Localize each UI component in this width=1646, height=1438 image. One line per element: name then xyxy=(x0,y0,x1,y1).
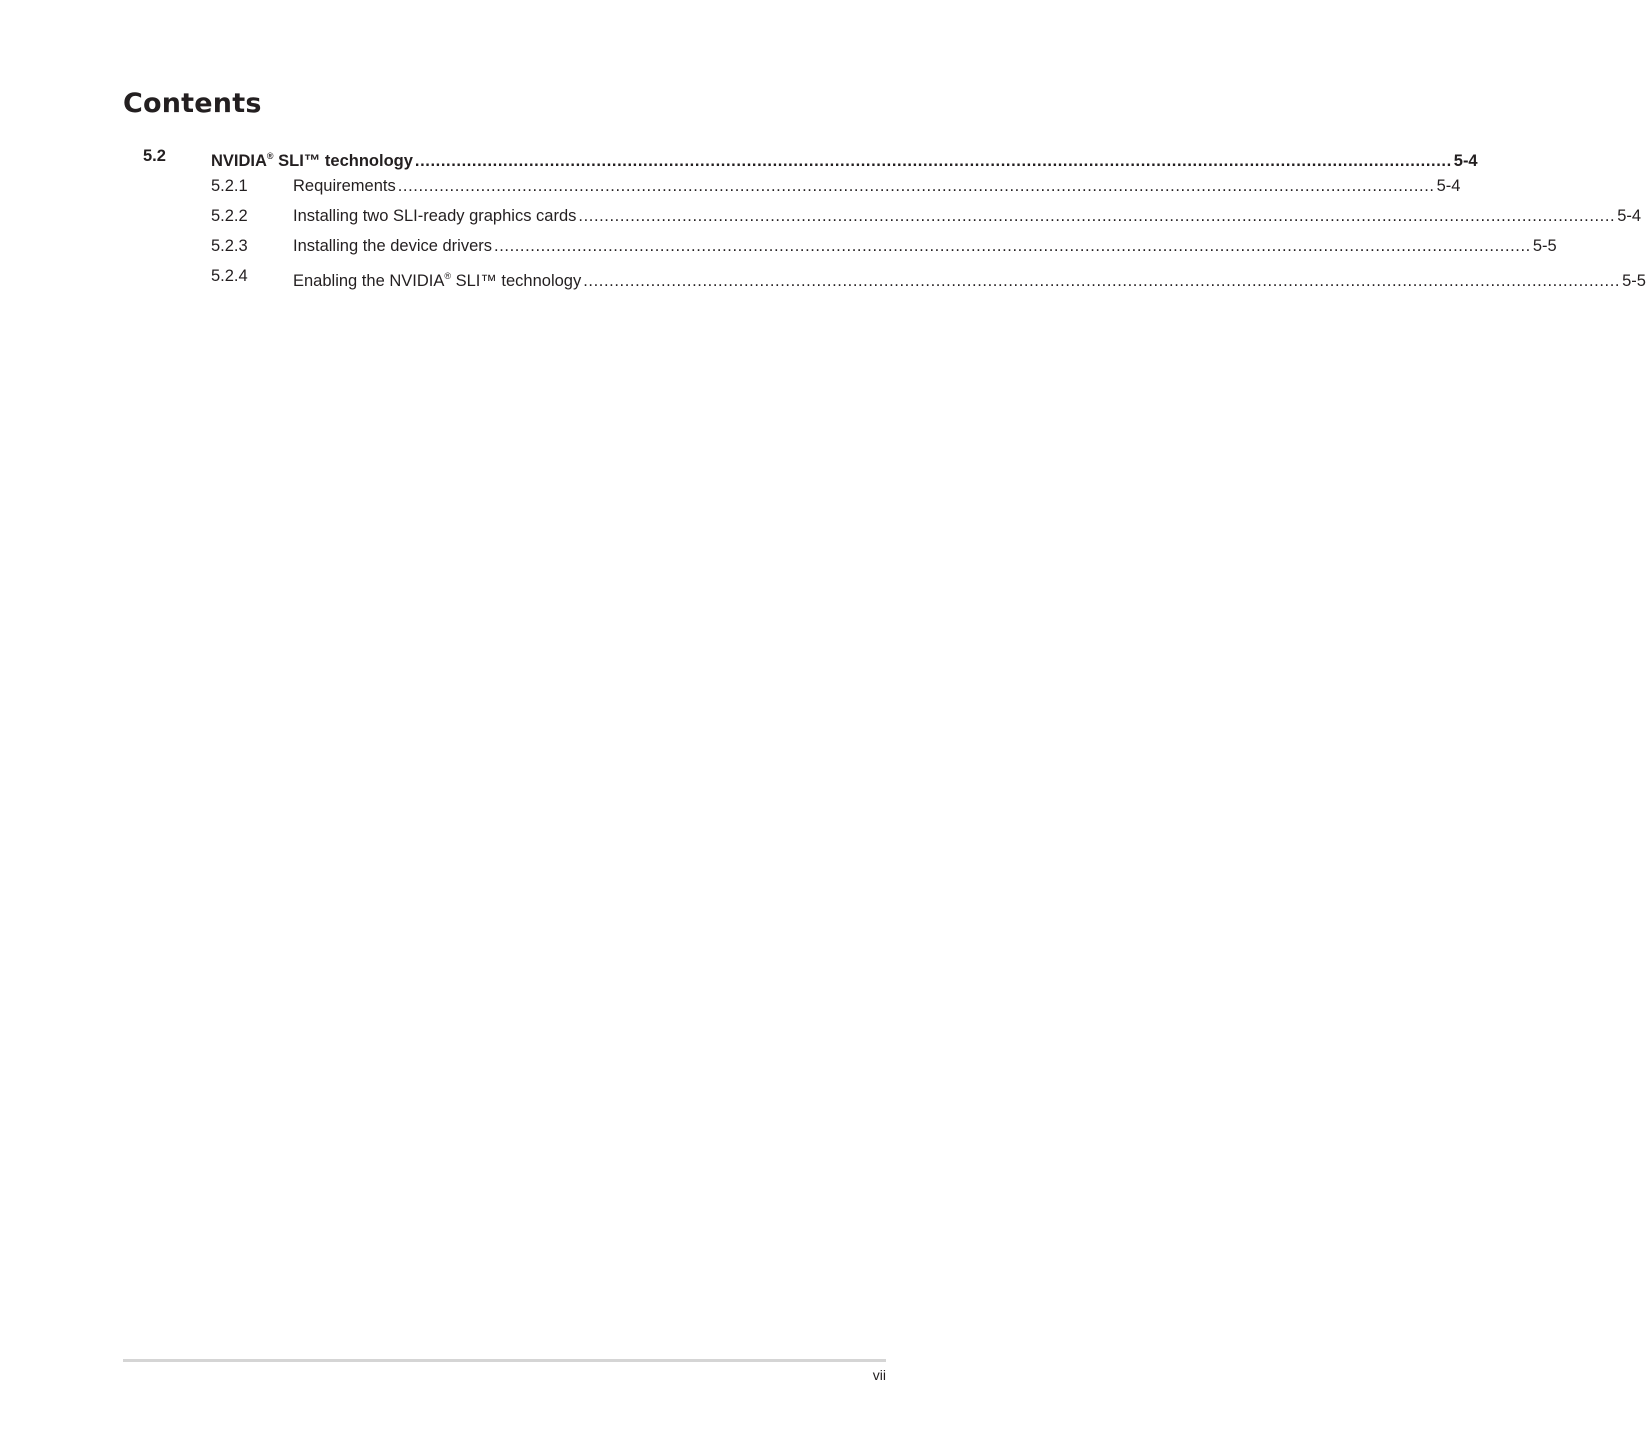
dot-leader: ........................................................................................................................................................................................................ xyxy=(397,177,1435,195)
toc-entry-number: 5.2 xyxy=(143,147,166,165)
dot-leader: ........................................................................................................................................................................................................ xyxy=(583,272,1621,290)
dot-leader: ........................................................................................................................................................................................................ xyxy=(414,152,1452,170)
toc-entry-5-2-4[interactable] xyxy=(0,264,1646,290)
page-number: vii xyxy=(872,1367,886,1383)
toc-entry-page[interactable]: 5-4 xyxy=(1436,177,1461,195)
toc-entry-page[interactable]: 5-5 xyxy=(1532,237,1557,255)
toc-entry-5-2-1[interactable] xyxy=(0,174,1461,198)
toc-entry-5-2-3[interactable] xyxy=(0,234,1557,258)
toc-entry-number: 5.2.3 xyxy=(211,237,248,255)
footer-divider xyxy=(123,1359,886,1362)
toc-entry-number: 5.2.4 xyxy=(211,267,248,285)
page-title: Contents xyxy=(123,88,262,119)
toc-entry-number: 5.2.1 xyxy=(211,177,248,195)
toc-entry-page[interactable]: 5-5 xyxy=(1622,272,1646,290)
toc-entry-page[interactable]: 5-4 xyxy=(1453,152,1478,170)
dot-leader: ........................................................................................................................................................................................................ xyxy=(494,237,1531,255)
toc-entry-title[interactable]: Requirements xyxy=(293,177,396,195)
toc-entry-number: 5.2.2 xyxy=(211,207,248,225)
toc-entry-title[interactable]: Enabling the NVIDIA® SLI™ technology xyxy=(293,271,582,290)
toc-entry-title[interactable]: NVIDIA® SLI™ technology xyxy=(211,151,413,170)
toc-entry-5-2-2[interactable] xyxy=(0,204,1642,228)
dot-leader: ........................................................................................................................................................................................................ xyxy=(578,207,1616,225)
toc-entry-title[interactable]: Installing the device drivers xyxy=(293,237,493,255)
toc-entry-5-2[interactable] xyxy=(0,144,1478,170)
toc-entry-page[interactable]: 5-4 xyxy=(1617,207,1642,225)
toc-entry-title[interactable]: Installing two SLI-ready graphics cards xyxy=(293,207,577,225)
